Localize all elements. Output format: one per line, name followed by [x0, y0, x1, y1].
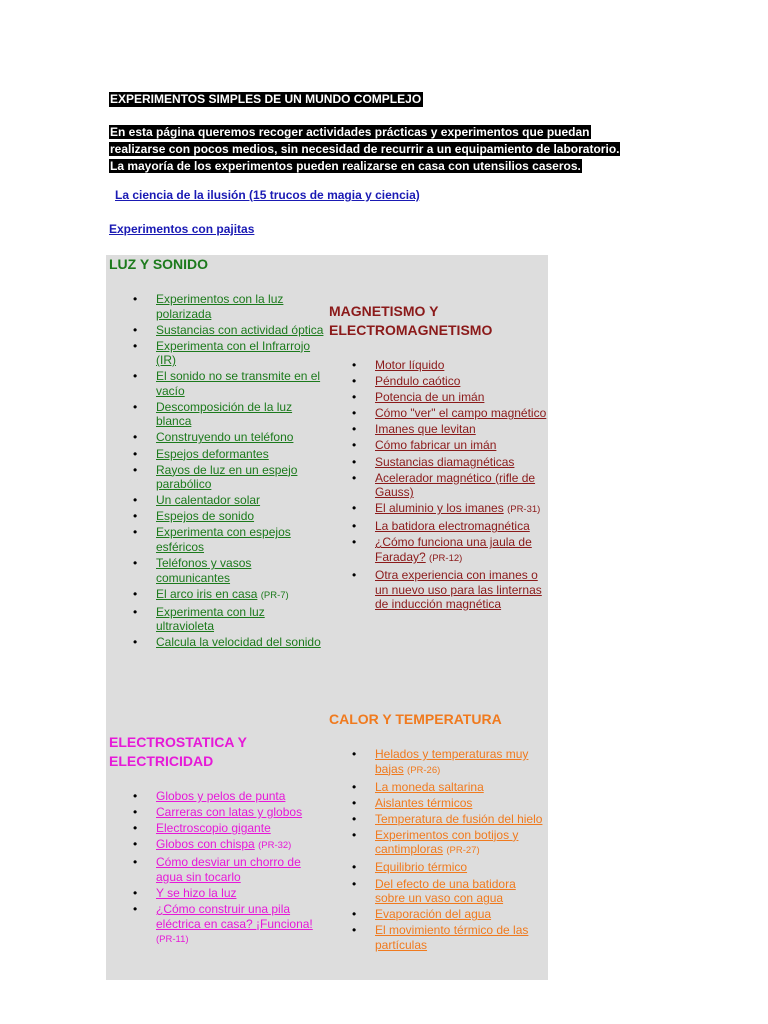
experiment-link[interactable]: Imanes que levitan	[375, 422, 476, 437]
section-title-magnetismo: MAGNETISMO Y ELECTROMAGNETISMO	[329, 303, 493, 338]
experiment-link[interactable]: Helados y temperaturas muy bajas	[375, 747, 529, 776]
list-item	[375, 390, 548, 405]
list-item	[156, 805, 328, 820]
experiment-link[interactable]: Evaporación del agua	[375, 907, 492, 922]
list-item	[156, 605, 324, 634]
experiment-link[interactable]: Del efecto de una batidora sobre un vaso con agua	[375, 876, 516, 906]
experiment-link[interactable]: Motor líquido	[375, 358, 445, 372]
list-magnetismo	[375, 358, 548, 613]
experiment-link[interactable]: La batidora electromagnética	[375, 519, 530, 534]
experiment-link[interactable]: ¿Cómo construir una pila eléctrica en casa? ¡Funciona!	[156, 902, 313, 931]
list-luz-sonido	[156, 292, 324, 651]
list-item	[156, 493, 324, 508]
experiment-link[interactable]: Potencia de un imán	[375, 390, 485, 405]
experiment-link[interactable]: El sonido no se transmite en el vacío	[156, 369, 321, 398]
experiment-link[interactable]: El movimiento térmico de las partículas	[375, 923, 529, 952]
list-item	[375, 812, 545, 827]
experiment-link[interactable]: Cómo "ver" el campo magnético	[375, 406, 547, 421]
pr-code: (PR-31)	[507, 504, 541, 516]
list-item	[375, 519, 548, 534]
list-item	[156, 430, 324, 445]
list-item	[375, 747, 545, 778]
list-item	[375, 535, 548, 566]
list-item	[156, 463, 324, 492]
pr-code: (PR-27)	[446, 845, 480, 857]
list-item	[375, 501, 548, 518]
list-item	[156, 837, 328, 854]
list-item	[375, 455, 548, 470]
pr-code: (PR-11)	[156, 934, 189, 946]
list-item	[156, 292, 324, 321]
list-item	[375, 438, 548, 453]
experiment-link[interactable]: Un calentador solar	[156, 493, 261, 508]
experiment-link[interactable]: Sustancias diamagnéticas	[375, 454, 515, 469]
pr-code: (PR-12)	[429, 552, 463, 564]
list-item	[375, 568, 548, 612]
intro-line: En esta página queremos recoger actividades prácticas y experimentos que puedan	[110, 125, 590, 139]
list-item	[156, 447, 324, 462]
list-item	[156, 556, 324, 585]
list-item	[375, 877, 545, 906]
experiment-link[interactable]: Electroscopio gigante	[156, 821, 271, 836]
experiment-link[interactable]: Otra experiencia con imanes o un nuevo uso para las linternas de inducción magnética	[375, 568, 542, 612]
pr-code: (PR-32)	[258, 840, 292, 852]
experiment-link[interactable]: Calcula la velocidad del sonido	[156, 635, 321, 650]
experiment-link[interactable]: Globos con chispa	[156, 837, 255, 852]
list-item	[156, 855, 328, 884]
pr-code: (PR-26)	[407, 764, 441, 776]
list-item	[156, 400, 324, 429]
list-item	[375, 374, 548, 389]
list-item	[156, 789, 328, 804]
experiment-link[interactable]: Construyendo un teléfono	[156, 430, 294, 445]
list-item	[156, 339, 324, 368]
list-item	[156, 525, 324, 554]
experiment-link[interactable]: Acelerador magnético (rifle de Gauss)	[375, 470, 536, 500]
experiment-link[interactable]: El aluminio y los imanes	[375, 501, 504, 516]
list-item	[375, 796, 545, 811]
list-item	[375, 860, 545, 875]
experiment-link[interactable]: Temperatura de fusión del hielo	[375, 811, 543, 826]
list-item	[375, 923, 545, 952]
list-item	[375, 907, 545, 922]
intro-line: realizarse con pocos medios, sin necesidad de recurrir a un equipamiento de laboratorio.	[110, 142, 620, 156]
intro-paragraph	[109, 124, 669, 175]
list-item	[156, 323, 324, 338]
experiment-link[interactable]: Sustancias con actividad óptica	[156, 322, 324, 337]
link-experimentos-pajitas[interactable]: Experimentos con pajitas	[109, 222, 255, 236]
experiment-link[interactable]: Espejos de sonido	[156, 509, 255, 524]
list-item	[156, 635, 324, 650]
experiment-link[interactable]: Experimentos con botijos y cantimploras	[375, 827, 519, 857]
list-item	[156, 509, 324, 524]
list-item	[156, 821, 328, 836]
experiment-link[interactable]: Cómo desviar un chorro de agua sin tocarlo	[156, 855, 301, 884]
experiment-link[interactable]: Globos y pelos de punta	[156, 789, 286, 803]
section-title-luz-sonido: LUZ Y SONIDO	[109, 256, 209, 272]
experiment-link[interactable]: Espejos deformantes	[156, 446, 269, 461]
list-item	[156, 902, 328, 948]
section-title-calor: CALOR Y TEMPERATURA	[329, 711, 502, 727]
list-item	[375, 471, 548, 500]
list-calor-temperatura	[375, 747, 545, 954]
experiment-link[interactable]: Péndulo caótico	[375, 374, 461, 389]
experiment-link[interactable]: Experimentos con la luz polarizada	[156, 292, 284, 321]
link-ciencia-ilusion[interactable]: La ciencia de la ilusión (15 trucos de magia y ciencia)	[115, 188, 420, 202]
list-item	[156, 587, 324, 604]
experiment-link[interactable]: ¿Cómo funciona una jaula de Faraday?	[375, 535, 532, 564]
experiment-link[interactable]: Carreras con latas y globos	[156, 805, 303, 820]
experiment-link[interactable]: Descomposición de la luz blanca	[156, 399, 293, 429]
list-item	[156, 369, 324, 398]
experiment-link[interactable]: El arco iris en casa	[156, 586, 258, 601]
list-item	[375, 422, 548, 437]
pr-code: (PR-7)	[260, 589, 289, 601]
intro-line: La mayoría de los experimentos pueden realizarse en casa con utensilios caseros.	[110, 159, 581, 173]
list-item	[375, 358, 548, 373]
experiment-link[interactable]: Experimenta con espejos esféricos	[156, 525, 291, 554]
experiment-link[interactable]: Rayos de luz en un espejo parabólico	[156, 462, 298, 492]
experiment-link[interactable]: Experimenta con luz ultravioleta	[156, 604, 265, 634]
list-item	[375, 780, 545, 795]
experiment-link[interactable]: La moneda saltarina	[375, 779, 484, 794]
experiment-link[interactable]: Equilibrio térmico	[375, 860, 468, 875]
experiment-link[interactable]: Teléfonos y vasos comunicantes	[156, 556, 252, 585]
experiment-link[interactable]: Y se hizo la luz	[156, 885, 237, 900]
list-item	[375, 828, 545, 859]
experiment-link[interactable]: Experimenta con el Infrarrojo (IR)	[156, 338, 311, 368]
section-title-electrostatica: ELECTROSTATICA Y ELECTRICIDAD	[109, 734, 247, 769]
page-title: EXPERIMENTOS SIMPLES DE UN MUNDO COMPLEJO	[110, 92, 422, 106]
list-electrostatica	[156, 789, 328, 949]
experiment-link[interactable]: Aislantes térmicos	[375, 795, 473, 810]
experiment-link[interactable]: Cómo fabricar un imán	[375, 438, 497, 453]
list-item	[375, 406, 548, 421]
list-item	[156, 886, 328, 901]
